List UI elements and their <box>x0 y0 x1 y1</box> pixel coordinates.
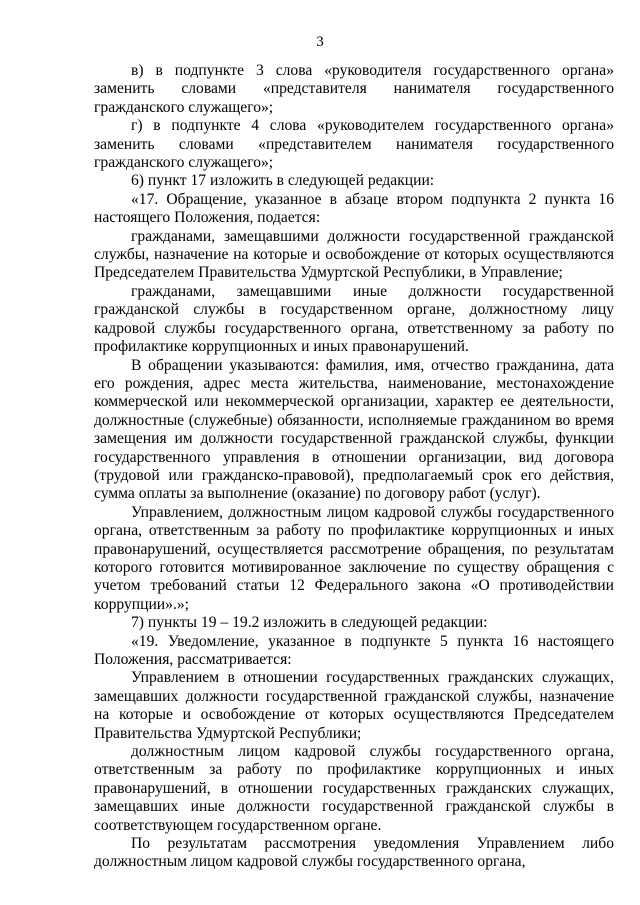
paragraph-appeal-review: Управлением, должностным лицом кадровой службы государственного органа, ответственным за работу по профилактике коррупционных и иных правонарушений, осуществляется рассмотрение обращения, по результатам которого готовится мотивированное заключение по существу обращения с учетом требований статьи 12 Федерального закона «О противодействии коррупции».»; <box>94 503 614 613</box>
paragraph-appeal-contents: В обращении указываются: фамилия, имя, отчество гражданина, дата его рождения, адрес места жительства, наименование, местонахождение коммерческой или некоммерческой организации, характер ее деятельности, должностные (служебные) обязанности, исполняемые гражданином во время замещения им должности государственной гражданской службы, функции государственного управления в отношении организации, вид договора (трудовой или гражданско-правовой), предполагаемый срок его действия, сумма оплаты за выполнение (оказание) по договору работ (услуг). <box>94 356 614 503</box>
page-number: 3 <box>316 34 324 50</box>
paragraph-clause-19-official: должностным лицом кадровой службы государственного органа, ответственным за работу по профилактике коррупционных и иных правонарушений, в отношении государственных гражданских служащих, замещавших иные должности государственной гражданской службы в соответствующем государственном органе. <box>94 743 614 834</box>
paragraph-clause-19-department: Управлением в отношении государственных гражданских служащих, замещавших должности государственной гражданской службы, назначение на которые и освобождение от которых осуществляются Председателем Правительства Удмуртской Республики; <box>94 669 614 742</box>
paragraph-subitem-g: г) в подпункте 4 слова «руководителем государственного органа» заменить словами «представителем нанимателя государственного гражданского служащего»; <box>94 117 614 172</box>
paragraph-review-results: По результатам рассмотрения уведомления Управлением либо должностным лицом кадровой службы государственного органа, <box>94 835 614 871</box>
paragraph-clause-19: «19. Уведомление, указанное в подпункте 5 пункта 16 настоящего Положения, рассматривается: <box>94 632 614 668</box>
paragraph-item-7: 7) пункты 19 – 19.2 изложить в следующей редакции: <box>131 614 488 632</box>
paragraph-clause-17-citizens-other: гражданами, замещавшими иные должности государственной гражданской службы в государственном органе, должностному лицу кадровой службы государственного органа, ответственному за работу по профилактике коррупционных и иных правонарушений. <box>94 282 614 356</box>
document-body <box>94 62 614 872</box>
paragraph-clause-17: «17. Обращение, указанное в абзаце втором подпункта 2 пункта 16 настоящего Положения, подается: <box>94 190 614 227</box>
paragraph-subitem-v: в) в подпункте 3 слова «руководителя государственного органа» заменить словами «представителя нанимателя государственного гражданского служащего»; <box>94 62 614 116</box>
paragraph-item-6: 6) пункт 17 изложить в следующей редакции: <box>131 172 435 190</box>
paragraph-clause-17-citizens-chairman: гражданами, замещавшими должности государственной гражданской службы, назначение на которые и освобождение от которых осуществляются Председателем Правительства Удмуртской Республики, в Управление; <box>94 227 614 282</box>
